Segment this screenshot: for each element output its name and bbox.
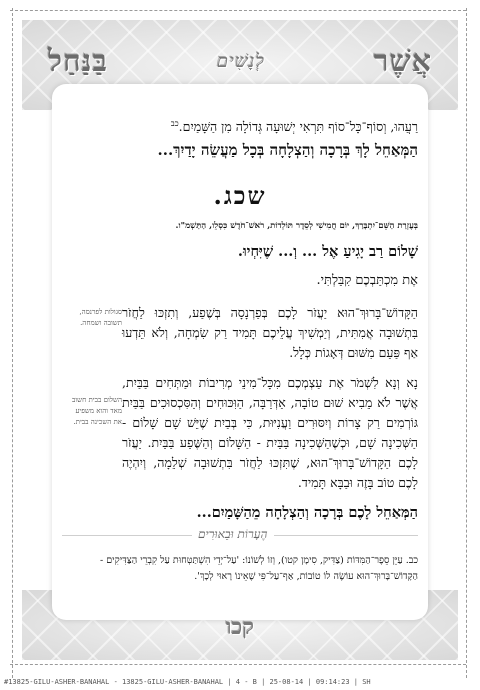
intro-blessing: הַמְּאַחֵל לָךְ בְּרָכָה וְהַצְלָחָה בְּכָל מַעֲשֵׂה יָדַיִךְ... (157, 141, 418, 160)
side-note-2: השלום בבית חשוב מאד והוא משפיע את השכינה בבית. (72, 396, 122, 427)
header-word-left: בַּנַּחַל (48, 43, 109, 79)
letter-number: שכג. (213, 181, 267, 211)
crop-line-bottom (10, 664, 466, 665)
letter-greeting: שָׁלוֹם רַב יָגִיעַ אֶל ... וְ... שֶׁיִּחְיוּ. (237, 243, 418, 261)
crop-line-top (10, 10, 466, 11)
letter-paragraph-2: נָא וְנָא לִשְׁמֹר אֶת עַצְמְכֶם מִכָּל־מִינֵי מְרִיבוֹת וּמַתְּחִים בַּבַּיִת, אֲשֶׁר לֹא מֵבִיא שׁוּם טוֹבָה, אַדְּרַבָּה, הַוִּכּוּחִים וְהַסִּכְסוּכִים בַּבַּיִת גּוֹרְמִים רַק צָרוֹת וְיִסּוּרִים וַעֲנִיּוּת, כִּי בְּבַיִת שֶׁיֵּשׁ שָׁם שָׁלוֹם - הַשְּׁכִינָה שָׁם, וּכְשֶׁהַשְּׁכִינָה בַּבַּיִת - הַשָּׁלוֹם וְהַשֶּׁפַע בַּבַּיִת. יַעֲזֹר לָכֶם הַקָּדוֹשׁ־בָּרוּךְ־הוּא, שֶׁתִּזְכּוּ לַחֲזֹר בִּתְשׁוּבָה שְׁלֵמָה, וְיִהְיֶה לָכֶם טוֹב בָּזֶה וּבַבָּא תָּמִיד. (122, 375, 418, 491)
letter-date: בְּעֶזְרַת הַשֵּׁם־יִתְבָּרַךְ, יוֹם חֲמִישִׁי לְסֵדֶר תּוֹלְדוֹת, רֹאשׁ־חֹדֶשׁ כִּסְלֵו, הַתַּשְׁמ"ו. (175, 221, 418, 232)
crop-line-left (12, 8, 13, 678)
letter-blessing: הַמְּאַחֵל לָכֶם בְּרָכָה וְהַצְלָחָה מֵהַשָּׁמַיִם... (196, 504, 418, 522)
footnote-ref: כב (170, 119, 179, 128)
crop-line-right (466, 8, 467, 678)
intro-text: רַעֲהוּ, וְסוֹף־כָּל־סוֹף תִּרְאִי יְשׁוּעָה גְּדוֹלָה מִן הַשָּׁמַיִם. (178, 119, 418, 135)
intro-line (62, 114, 418, 137)
header-word-right: אֲשֶׁר (373, 43, 432, 79)
header-word-middle: לְנָשִׁים (216, 50, 265, 72)
notes-divider (62, 527, 418, 543)
side-note-1: סגולות לפרנסה, תשובה ושמחה. (79, 308, 122, 328)
page-number: קכו (225, 614, 255, 640)
page-header (22, 36, 458, 86)
notes-title: הֶעָרוֹת וּבֵאוּרִים (192, 527, 274, 542)
letter-paragraph-1: הַקָּדוֹשׁ־בָּרוּךְ־הוּא יַעֲזֹר לָכֶם בְּפַרְנָסָה בְּשֶׁפַע, וְתִזְכּוּ לַחֲזֹר בִּתְשׁוּבָה אֲמִתִּית, וְיַמְשִׁיךְ עֲלֵיכֶם תָּמִיד רַק שִׂמְחָה, וְלֹא תֵּדְעוּ אַף פַּעַם מִשּׁוּם דְּאָגוֹת כְּלָל. (122, 305, 418, 361)
page-content (62, 114, 418, 585)
letter-received: אֶת מִכְתַּבְכֶם קִבַּלְתִּי. (316, 273, 418, 289)
footnote-1: כב. עַיֵּן סֵפֶר־הַמִּדּוֹת (צַדִּיק, סִימָן קטו), וְזוֹ לְשׁוֹנוֹ: 'עַל־יְדֵי הִשְׁתַּטְּחוּת עַל קִבְרֵי הַצַּדִּיקִים - הַקָּדוֹשׁ־בָּרוּךְ־הוּא עוֹשֶׂה לוֹ טוֹבוֹת, אַף־עַל־פִּי שֶׁאֵינוֹ רָאוּי לְכָךְ'. (99, 555, 418, 583)
letter-body (62, 303, 418, 493)
print-slug: #13825-GILU-ASHER-BANAHAL - 13825-GILU-ASHER-BANAHAL | 4 - B | 25-08-14 | 09:14:23 | SH (4, 678, 371, 686)
book-page (22, 20, 458, 660)
